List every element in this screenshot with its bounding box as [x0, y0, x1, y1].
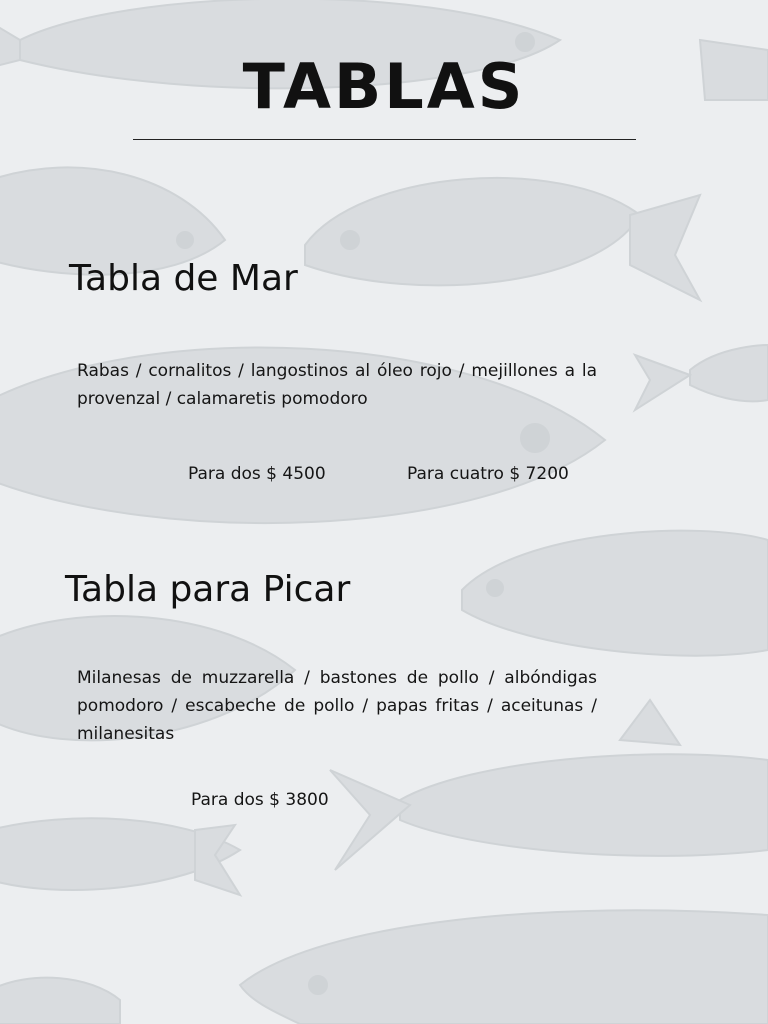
- section-description-tabla-de-mar: Rabas / cornalitos / langostinos al óleo rojo / mejillones a la provenzal / calamaretis pomodoro: [77, 361, 597, 409]
- price-para-dos-mar: Para dos $ 4500: [188, 464, 326, 484]
- section-description-tabla-para-picar: Milanesas de muzzarella / bastones de pollo / albóndigas pomodoro / escabeche de pollo / papas fritas / aceitunas / milanesitas: [77, 668, 597, 744]
- fish-icon: [0, 978, 120, 1024]
- section-title-tabla-de-mar: Tabla de Mar: [69, 258, 298, 299]
- fish-icon: [462, 531, 768, 656]
- fish-icon: [240, 910, 768, 1024]
- fish-icon: [0, 818, 240, 895]
- price-para-cuatro-mar: Para cuatro $ 7200: [407, 464, 569, 484]
- page-title: TABLAS: [242, 50, 526, 123]
- price-para-dos-picar: Para dos $ 3800: [191, 790, 329, 810]
- fish-icon: [635, 345, 768, 410]
- fish-icon: [305, 178, 700, 300]
- section-title-tabla-para-picar: Tabla para Picar: [65, 569, 351, 610]
- title-divider: [133, 139, 636, 140]
